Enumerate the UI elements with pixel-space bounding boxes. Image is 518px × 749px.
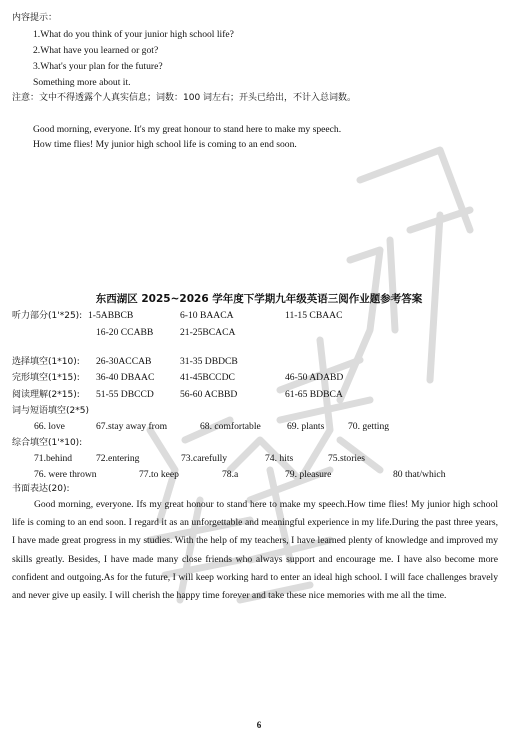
- comprehensive-answer: 71.behind: [34, 453, 73, 464]
- opening-line-2: How time flies! My junior high school life is coming to an end soon.: [33, 139, 297, 150]
- tip-item-4: Something more about it.: [33, 77, 131, 88]
- comprehensive-answer: 77.to keep: [139, 469, 179, 480]
- comprehensive-answer: 75.stories: [328, 453, 366, 464]
- section-answers: 56-60 ACBBD: [180, 389, 238, 400]
- vocab-answer: 70. getting: [348, 421, 390, 432]
- vocab-answer: 66. love: [34, 421, 65, 432]
- writing-sample-paragraph: Good morning, everyone. Ifs my great honour to stand here to make my speech.How time flies! My junior high school life is coming to an end soon. I regard it as an unforgettable and meaningful experience in my life.During the past three years, I have made great progress in my studies. With the help of my teachers, I have learned plenty of knowledge and improved my skills greatly. Besides, I have made many close friends who always support and encourage me. I have also become more confident and outgoing.As for the future, I will keep working hard to enter an ideal high school. I will face challenges bravely and never give up easily. I will cherish the happy time forever and take these nice memories with me all the time.: [12, 499, 498, 602]
- section-answers: 46-50 ADABD: [285, 372, 344, 383]
- listening-label: 听力部分(1'*25):: [12, 311, 83, 321]
- section-answers: 51-55 DBCCD: [96, 389, 154, 400]
- opening-line-1: Good morning, everyone. It's my great honour to stand here to make my speech.: [33, 124, 342, 135]
- section-answers: 41-45BCCDC: [180, 372, 235, 383]
- tip-item-1: 1.What do you think of your junior high school life?: [33, 29, 234, 40]
- writing-label: 书面表达(20):: [12, 484, 70, 494]
- listening-answers: 1-5ABBCB: [88, 310, 134, 321]
- section-answers: 61-65 BDBCA: [285, 389, 343, 400]
- section-label: 阅读理解(2*15):: [12, 390, 80, 400]
- comprehensive-answer: 72.entering: [96, 453, 140, 464]
- comprehensive-answer: 78.a: [222, 469, 239, 480]
- comprehensive-answer: 80 that/which: [393, 469, 446, 480]
- comprehensive-answer: 79. pleasure: [285, 469, 332, 480]
- vocab-answer: 67.stay away from: [96, 421, 168, 432]
- listening-answers: 16-20 CCABB: [96, 327, 154, 338]
- tip-item-2: 2.What have you learned or got?: [33, 45, 159, 56]
- listening-answers: 21-25BCACA: [180, 327, 236, 338]
- section-answers: 36-40 DBAAC: [96, 372, 155, 383]
- vocab-answer: 69. plants: [287, 421, 325, 432]
- section-answers: 31-35 DBDCB: [180, 356, 238, 367]
- tips-note: 注意：文中不得透露个人真实信息；词数：100 词左右；开头已给出，不计入总词数。: [12, 93, 357, 103]
- page-number: 6: [256, 720, 262, 730]
- tips-header: 内容提示：: [12, 13, 58, 23]
- vocab-label: 词与短语填空(2*5): [12, 406, 89, 416]
- answer-key-title: 东西湖区 2025~2026 学年度下学期九年级英语三阅作业题参考答案: [95, 293, 423, 305]
- comprehensive-answer: 76. were thrown: [34, 469, 97, 480]
- listening-answers: 6-10 BAACA: [180, 310, 234, 321]
- comprehensive-answer: 74. hits: [265, 453, 294, 464]
- section-label: 选择填空(1*10):: [12, 357, 80, 367]
- comprehensive-label: 综合填空(1'*10):: [12, 438, 83, 448]
- section-answers: 26-30ACCAB: [96, 356, 152, 367]
- comprehensive-answer: 73.carefully: [181, 453, 228, 464]
- section-label: 完形填空(1*15):: [12, 373, 80, 383]
- tip-item-3: 3.What's your plan for the future?: [33, 61, 163, 72]
- listening-answers: 11-15 CBAAC: [285, 310, 343, 321]
- vocab-answer: 68. comfortable: [200, 421, 261, 432]
